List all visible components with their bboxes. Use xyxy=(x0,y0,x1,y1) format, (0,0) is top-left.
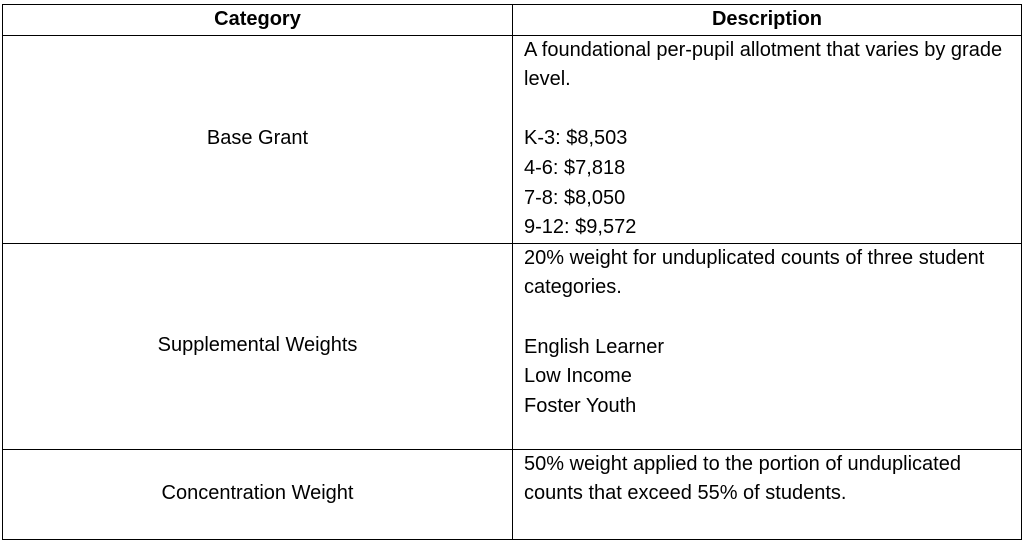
category-cell: Base Grant xyxy=(3,35,513,243)
description-intro: 20% weight for unduplicated counts of three student categories. xyxy=(524,246,985,299)
funding-formula-table xyxy=(2,4,1022,540)
grade-allotment-item: 4-6: $7,818 xyxy=(524,156,626,179)
category-cell: Supplemental Weights xyxy=(3,243,513,449)
category-column-header: Category xyxy=(3,5,513,36)
table-row xyxy=(3,243,1022,449)
paragraph-gap xyxy=(524,95,1015,125)
student-category-item: Foster Youth xyxy=(524,394,637,417)
description-column-header: Description xyxy=(513,5,1022,36)
paragraph-gap xyxy=(524,303,1015,333)
header-row xyxy=(3,5,1022,36)
table-row xyxy=(3,449,1022,539)
category-cell: Concentration Weight xyxy=(3,449,513,539)
student-category-item: Low Income xyxy=(524,365,632,388)
description-intro: 50% weight applied to the portion of unduplicated counts that exceed 55% of students. xyxy=(524,452,961,505)
description-cell xyxy=(513,243,1022,449)
grade-allotment-item: 7-8: $8,050 xyxy=(524,186,626,209)
grade-allotment-item: 9-12: $9,572 xyxy=(524,216,637,239)
student-category-item: English Learner xyxy=(524,335,665,358)
description-cell xyxy=(513,35,1022,243)
grade-allotment-item: K-3: $8,503 xyxy=(524,127,628,150)
table-row xyxy=(3,35,1022,243)
description-intro: A foundational per-pupil allotment that varies by grade level. xyxy=(524,38,1003,91)
description-cell xyxy=(513,449,1022,539)
